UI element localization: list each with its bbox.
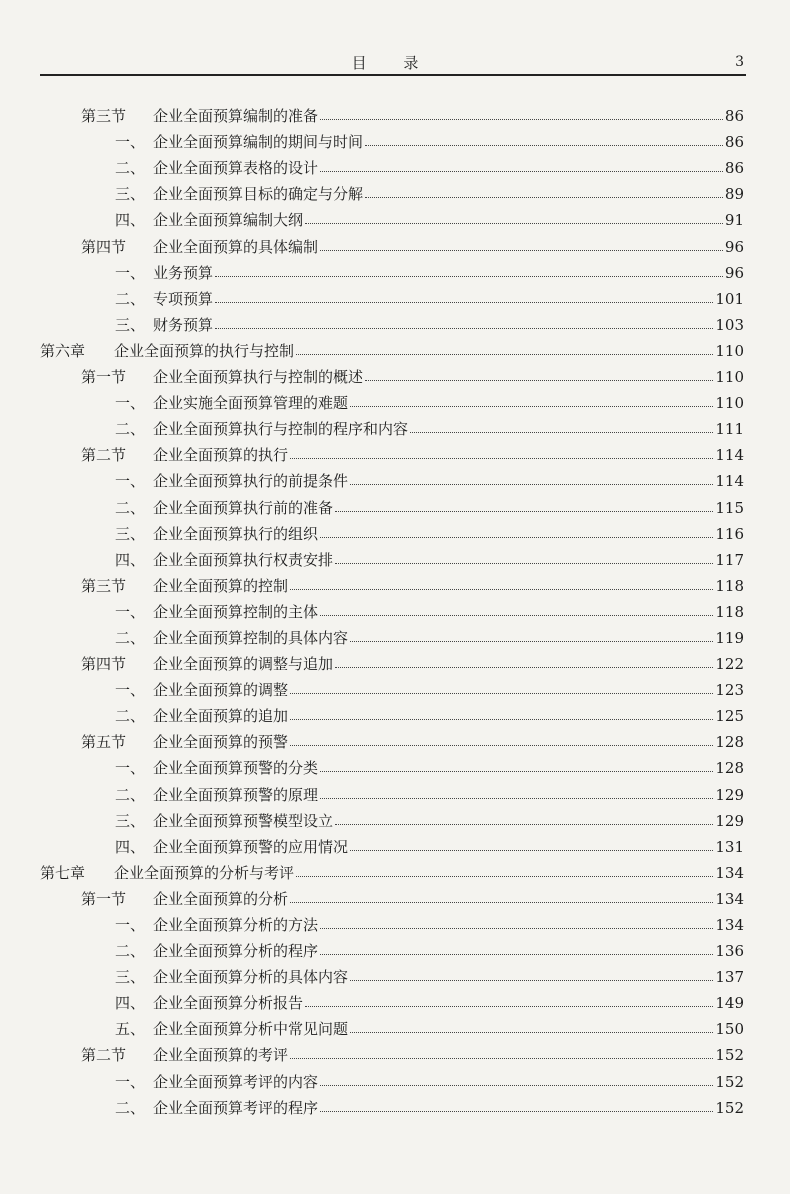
toc-entry-page: 115 [715, 498, 744, 517]
toc-entry-item [0, 597, 790, 623]
toc-entry-number: 四、 [115, 837, 146, 856]
dot-leader [350, 406, 713, 407]
dot-leader [320, 615, 713, 616]
toc-entry-item [0, 284, 790, 310]
toc-entry-title: 企业全面预算控制的主体 [153, 602, 319, 621]
toc-entry-item [0, 205, 790, 231]
dot-leader [215, 328, 713, 329]
toc-entry-title: 企业全面预算预警的分类 [153, 759, 319, 778]
dot-leader [350, 980, 713, 981]
toc-entry-item [0, 701, 790, 727]
toc-entry-item [0, 1093, 790, 1119]
dot-leader [290, 745, 713, 746]
toc-entry-page: 136 [715, 942, 744, 961]
toc-entry-number: 第七章 [40, 863, 86, 882]
toc-entry-page: 152 [715, 1098, 744, 1117]
toc-entry-item [0, 388, 790, 414]
dot-leader [350, 850, 713, 851]
dot-leader [350, 641, 713, 642]
toc-entry-item [0, 675, 790, 701]
toc-entry-title: 企业全面预算编制大纲 [153, 211, 304, 230]
toc-entry-page: 117 [715, 550, 744, 569]
toc-entry-title: 企业全面预算考评的内容 [153, 1072, 319, 1091]
toc-entry-title: 企业全面预算控制的具体内容 [153, 628, 349, 647]
dot-leader [335, 563, 713, 564]
toc-entry-item [0, 466, 790, 492]
toc-entry-number: 第二节 [81, 1046, 127, 1065]
dot-leader [305, 1006, 713, 1007]
toc-entry-number: 一、 [115, 759, 146, 778]
toc-entry-section [0, 231, 790, 257]
toc-entry-item [0, 988, 790, 1014]
toc-entry-page: 134 [715, 916, 744, 934]
toc-entry-title: 企业全面预算的预警 [153, 733, 289, 752]
toc-entry-section [0, 101, 790, 127]
dot-leader [296, 876, 713, 877]
toc-entry-title: 企业全面预算目标的确定与分解 [153, 185, 364, 204]
toc-entry-page: 118 [715, 602, 744, 621]
toc-entry-number: 五、 [115, 1020, 146, 1039]
toc-entry-page: 137 [715, 968, 744, 987]
toc-entry-page: 89 [724, 185, 744, 204]
toc-entry-page: 86 [724, 133, 744, 152]
toc-entry-item [0, 258, 790, 284]
toc-entry-number: 第四节 [81, 237, 127, 256]
toc-entry-title: 专项预算 [153, 289, 214, 308]
dot-leader [320, 954, 713, 955]
toc-entry-page: 122 [715, 655, 744, 674]
toc-entry-page: 118 [715, 576, 744, 595]
toc-entry-number: 第三节 [81, 576, 127, 595]
toc-entry-title: 企业全面预算编制的期间与时间 [153, 133, 364, 152]
toc-entry-number: 二、 [115, 498, 146, 517]
toc-entry-title: 企业全面预算执行与控制的程序和内容 [153, 420, 409, 439]
dot-leader [320, 171, 723, 172]
toc-entry-number: 一、 [115, 1072, 146, 1091]
toc-entry-title: 企业全面预算分析中常见问题 [153, 1020, 349, 1039]
toc-entry-title: 企业全面预算执行与控制的概述 [153, 368, 364, 387]
dot-leader [215, 276, 723, 277]
toc-entry-number: 四、 [115, 994, 146, 1013]
toc-entry-page: 96 [724, 263, 744, 282]
toc-entry-title: 企业全面预算的追加 [153, 707, 289, 726]
toc-entry-number: 第一节 [81, 889, 127, 908]
toc-entry-title: 企业全面预算的控制 [153, 576, 289, 595]
toc-entry-item [0, 806, 790, 832]
toc-entry-page: 96 [724, 237, 744, 256]
toc-entry-title: 企业全面预算预警模型设立 [153, 811, 334, 830]
toc-entry-title: 企业全面预算分析的具体内容 [153, 968, 349, 987]
dot-leader [350, 1032, 713, 1033]
dot-leader [305, 223, 723, 224]
toc-entry-section [0, 884, 790, 910]
toc-entry-title: 企业全面预算的调整 [153, 681, 289, 700]
toc-entry-section [0, 649, 790, 675]
toc-entry-page: 123 [715, 681, 744, 700]
toc-entry-page: 128 [715, 759, 744, 778]
toc-entry-number: 一、 [115, 916, 146, 934]
toc-entry-section [0, 362, 790, 388]
toc-entry-item [0, 492, 790, 518]
toc-entry-number: 二、 [115, 420, 146, 439]
toc-entry-page: 134 [715, 889, 744, 908]
toc-entry-item [0, 962, 790, 988]
dot-leader [320, 250, 723, 251]
toc-entry-page: 119 [715, 628, 744, 647]
toc-entry-number: 二、 [115, 159, 146, 178]
dot-leader [290, 719, 713, 720]
toc-entry-number: 一、 [115, 133, 146, 152]
toc-entry-title: 企业全面预算考评的程序 [153, 1098, 319, 1117]
toc-entry-number: 二、 [115, 707, 146, 726]
toc-entry-number: 二、 [115, 1098, 146, 1117]
toc-entry-number: 第一节 [81, 368, 127, 387]
toc-entry-title: 企业全面预算的考评 [153, 1046, 289, 1065]
toc-entry-section [0, 1040, 790, 1066]
toc-entry-number: 一、 [115, 394, 146, 413]
toc-entry-item [0, 519, 790, 545]
dot-leader [290, 1058, 713, 1059]
toc-entry-item [0, 179, 790, 205]
dot-leader [290, 693, 713, 694]
dot-leader [320, 1085, 713, 1086]
toc-entry-number: 三、 [115, 315, 146, 334]
dot-leader [365, 380, 713, 381]
dot-leader [320, 537, 713, 538]
toc-entry-item [0, 545, 790, 571]
toc-entry-chapter [0, 858, 790, 884]
toc-entry-page: 150 [715, 1020, 744, 1039]
toc-entry-number: 一、 [115, 263, 146, 282]
toc-entry-section [0, 571, 790, 597]
toc-entry-item [0, 623, 790, 649]
toc-entry-page: 110 [715, 394, 744, 413]
toc-entry-title: 企业全面预算的具体编制 [153, 237, 319, 256]
toc-entry-title: 企业实施全面预算管理的难题 [153, 394, 349, 413]
toc-entry-number: 第四节 [81, 655, 127, 674]
dot-leader [215, 302, 713, 303]
toc-entry-title: 企业全面预算编制的准备 [153, 107, 319, 126]
toc-entry-item [0, 936, 790, 962]
toc-entry-title: 企业全面预算执行的组织 [153, 524, 319, 543]
toc-entry-number: 二、 [115, 785, 146, 804]
toc-entry-title: 企业全面预算的分析 [153, 889, 289, 908]
dot-leader [365, 197, 723, 198]
toc-entry-number: 一、 [115, 681, 146, 700]
page-number: 3 [735, 54, 744, 70]
toc-entry-page: 125 [715, 707, 744, 726]
dot-leader [290, 589, 713, 590]
toc-entry-title: 企业全面预算的分析与考评 [114, 863, 295, 882]
toc-entry-page: 103 [715, 315, 744, 334]
dot-leader [365, 145, 723, 146]
toc-entry-title: 企业全面预算预警的原理 [153, 785, 319, 804]
toc-entry-title: 企业全面预算分析的程序 [153, 942, 319, 961]
header-divider [40, 74, 746, 76]
toc-entry-number: 三、 [115, 968, 146, 987]
toc-entry-number: 第六章 [40, 341, 86, 360]
toc-entry-page: 110 [715, 341, 744, 360]
toc-entry-item [0, 153, 790, 179]
table-of-contents [0, 101, 790, 1119]
toc-entry-number: 二、 [115, 942, 146, 961]
toc-entry-number: 第三节 [81, 107, 127, 126]
toc-entry-item [0, 779, 790, 805]
toc-entry-item [0, 832, 790, 858]
toc-entry-chapter [0, 336, 790, 362]
toc-entry-page: 134 [715, 863, 744, 882]
toc-entry-number: 第二节 [81, 446, 127, 465]
dot-leader [320, 928, 713, 929]
dot-leader [320, 1111, 713, 1112]
toc-entry-number: 四、 [115, 211, 146, 230]
toc-entry-title: 企业全面预算执行前的准备 [153, 498, 334, 517]
toc-entry-title: 企业全面预算预警的应用情况 [153, 837, 349, 856]
toc-entry-page: 101 [715, 289, 744, 308]
toc-entry-section [0, 727, 790, 753]
toc-entry-title: 企业全面预算分析的方法 [153, 916, 319, 934]
dot-leader [320, 798, 713, 799]
page-title: 目 录 [351, 54, 435, 72]
toc-entry-item [0, 1014, 790, 1040]
toc-entry-number: 一、 [115, 472, 146, 491]
toc-entry-page: 91 [724, 211, 744, 230]
dot-leader [290, 902, 713, 903]
toc-entry-title: 企业全面预算的执行与控制 [114, 341, 295, 360]
toc-entry-number: 第五节 [81, 733, 127, 752]
toc-entry-page: 152 [715, 1046, 744, 1065]
toc-entry-section [0, 440, 790, 466]
dot-leader [296, 354, 713, 355]
dot-leader [335, 824, 713, 825]
toc-entry-page: 114 [715, 472, 744, 491]
toc-entry-page: 114 [715, 446, 744, 465]
toc-entry-page: 131 [715, 837, 744, 856]
toc-entry-title: 企业全面预算的执行 [153, 446, 289, 465]
dot-leader [320, 119, 723, 120]
toc-entry-number: 四、 [115, 550, 146, 569]
toc-entry-item [0, 1066, 790, 1092]
toc-entry-page: 86 [724, 107, 744, 126]
toc-entry-page: 152 [715, 1072, 744, 1091]
toc-entry-page: 129 [715, 811, 744, 830]
toc-entry-title: 企业全面预算表格的设计 [153, 159, 319, 178]
toc-entry-number: 三、 [115, 185, 146, 204]
toc-entry-number: 三、 [115, 524, 146, 543]
toc-entry-number: 二、 [115, 628, 146, 647]
toc-entry-page: 86 [724, 159, 744, 178]
toc-entry-item [0, 753, 790, 779]
toc-entry-number: 二、 [115, 289, 146, 308]
toc-entry-title: 企业全面预算执行权责安排 [153, 550, 334, 569]
toc-entry-item [0, 910, 790, 936]
toc-entry-title: 企业全面预算执行的前提条件 [153, 472, 349, 491]
toc-entry-page: 110 [715, 368, 744, 387]
dot-leader [335, 667, 713, 668]
toc-entry-title: 财务预算 [153, 315, 214, 334]
toc-entry-title: 业务预算 [153, 263, 214, 282]
dot-leader [335, 511, 713, 512]
toc-entry-page: 128 [715, 733, 744, 752]
toc-entry-title: 企业全面预算的调整与追加 [153, 655, 334, 674]
toc-entry-item [0, 310, 790, 336]
toc-entry-title: 企业全面预算分析报告 [153, 994, 304, 1013]
page-header [40, 50, 746, 74]
dot-leader [410, 432, 713, 433]
toc-entry-page: 129 [715, 785, 744, 804]
toc-entry-number: 三、 [115, 811, 146, 830]
dot-leader [320, 771, 713, 772]
toc-entry-page: 149 [715, 994, 744, 1013]
toc-entry-item [0, 127, 790, 153]
toc-entry-page: 111 [715, 420, 744, 439]
toc-entry-number: 一、 [115, 602, 146, 621]
dot-leader [350, 484, 713, 485]
dot-leader [290, 458, 713, 459]
toc-entry-item [0, 414, 790, 440]
toc-entry-page: 116 [715, 524, 744, 543]
